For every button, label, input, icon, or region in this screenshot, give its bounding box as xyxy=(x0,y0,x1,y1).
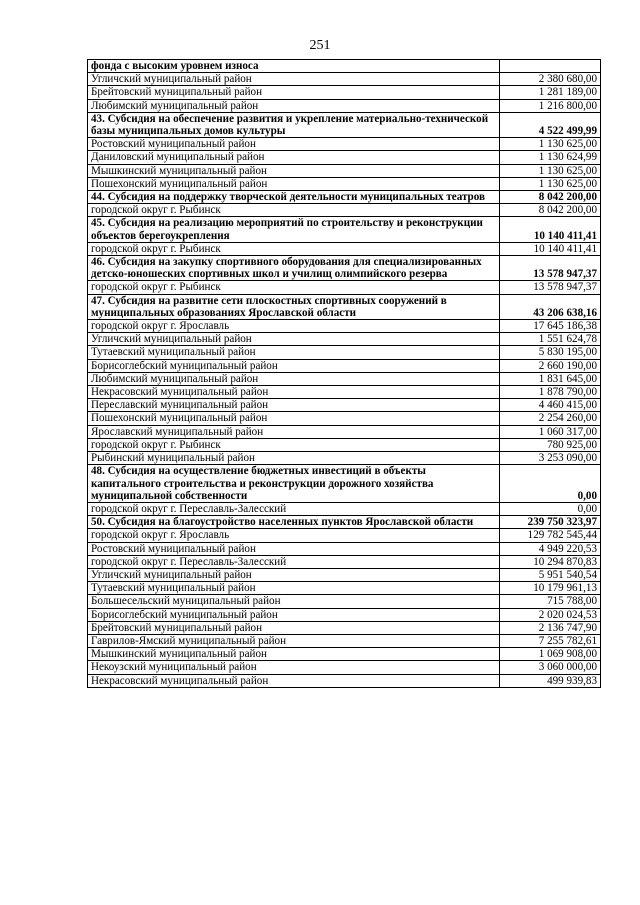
section-total-cell xyxy=(500,60,601,73)
amount-cell: 2 660 190,00 xyxy=(500,359,601,372)
recipient-name-cell: Брейтовский муниципальный район xyxy=(88,621,500,634)
recipient-name-cell: Ростовский муниципальный район xyxy=(88,542,500,555)
amount-cell: 2 254 260,00 xyxy=(500,412,601,425)
table-row xyxy=(88,412,601,425)
recipient-name-cell: Борисоглебский муниципальный район xyxy=(88,608,500,621)
table-row xyxy=(88,634,601,647)
recipient-name-cell: Некрасовский муниципальный район xyxy=(88,674,500,687)
amount-cell: 780 925,00 xyxy=(500,438,601,451)
table-row xyxy=(88,333,601,346)
section-total-cell: 43 206 638,16 xyxy=(500,294,601,319)
section-row xyxy=(88,465,601,503)
recipient-name-cell: Ярославский муниципальный район xyxy=(88,425,500,438)
amount-cell: 4 949 220,53 xyxy=(500,542,601,555)
recipient-name-cell: Пошехонский муниципальный район xyxy=(88,412,500,425)
section-row xyxy=(88,60,601,73)
recipient-name-cell: Некрасовский муниципальный район xyxy=(88,386,500,399)
recipient-name-cell: Переславский муниципальный район xyxy=(88,399,500,412)
amount-cell: 3 253 090,00 xyxy=(500,452,601,465)
section-title-cell: 43. Субсидия на обеспечение развития и укрепление материально-технической базы муниципальных домов культуры xyxy=(88,112,500,137)
table-row xyxy=(88,452,601,465)
table-row xyxy=(88,425,601,438)
table-row xyxy=(88,99,601,112)
recipient-name-cell: Мышкинский муниципальный район xyxy=(88,648,500,661)
amount-cell: 1 130 625,00 xyxy=(500,177,601,190)
recipient-name-cell: Борисоглебский муниципальный район xyxy=(88,359,500,372)
recipient-name-cell: Угличский муниципальный район xyxy=(88,73,500,86)
recipient-name-cell: Даниловский муниципальный район xyxy=(88,151,500,164)
section-total-cell: 4 522 499,99 xyxy=(500,112,601,137)
table-row xyxy=(88,674,601,687)
table-row xyxy=(88,568,601,581)
section-row xyxy=(88,256,601,281)
table-row xyxy=(88,582,601,595)
recipient-name-cell: Гаврилов-Ямский муниципальный район xyxy=(88,634,500,647)
table-row xyxy=(88,242,601,255)
recipient-name-cell: городской округ г. Переславль-Залесский xyxy=(88,555,500,568)
amount-cell: 1 130 625,00 xyxy=(500,138,601,151)
section-title-cell: фонда с высоким уровнем износа xyxy=(88,60,500,73)
table-row xyxy=(88,73,601,86)
section-total-cell: 8 042 200,00 xyxy=(500,191,601,204)
recipient-name-cell: городской округ г. Переславль-Залесский xyxy=(88,502,500,515)
amount-cell: 10 294 870,83 xyxy=(500,555,601,568)
recipient-name-cell: городской округ г. Рыбинск xyxy=(88,242,500,255)
table-row xyxy=(88,621,601,634)
amount-cell: 2 380 680,00 xyxy=(500,73,601,86)
table-row xyxy=(88,661,601,674)
amount-cell: 499 939,83 xyxy=(500,674,601,687)
amount-cell: 7 255 782,61 xyxy=(500,634,601,647)
page-number: 251 xyxy=(309,38,331,53)
table-row xyxy=(88,529,601,542)
section-row xyxy=(88,516,601,529)
table-row xyxy=(88,177,601,190)
amount-cell: 4 460 415,00 xyxy=(500,399,601,412)
recipient-name-cell: Брейтовский муниципальный район xyxy=(88,86,500,99)
section-title-cell: 48. Субсидия на осуществление бюджетных инвестиций в объекты капитального строительства и реконструкции дорожного хозяйства муниципальной собственности xyxy=(88,465,500,503)
table-row xyxy=(88,555,601,568)
recipient-name-cell: городской округ г. Ярославль xyxy=(88,529,500,542)
amount-cell: 1 281 189,00 xyxy=(500,86,601,99)
section-title-cell: 46. Субсидия на закупку спортивного оборудования для специализированных детско-юношеских спортивных школ и училищ олимпийского резерва xyxy=(88,256,500,281)
section-row xyxy=(88,217,601,242)
amount-cell: 13 578 947,37 xyxy=(500,281,601,294)
amount-cell: 10 140 411,41 xyxy=(500,242,601,255)
section-total-cell: 239 750 323,97 xyxy=(500,516,601,529)
amount-cell: 1 069 908,00 xyxy=(500,648,601,661)
table-row xyxy=(88,608,601,621)
amount-cell: 715 788,00 xyxy=(500,595,601,608)
recipient-name-cell: Некоузский муниципальный район xyxy=(88,661,500,674)
table-row xyxy=(88,595,601,608)
recipient-name-cell: Тутаевский муниципальный район xyxy=(88,346,500,359)
amount-cell: 5 830 195,00 xyxy=(500,346,601,359)
amount-cell: 3 060 000,00 xyxy=(500,661,601,674)
recipient-name-cell: Пошехонский муниципальный район xyxy=(88,177,500,190)
recipient-name-cell: Угличский муниципальный район xyxy=(88,568,500,581)
table-row xyxy=(88,86,601,99)
table-row xyxy=(88,281,601,294)
amount-cell: 5 951 540,54 xyxy=(500,568,601,581)
table-row xyxy=(88,542,601,555)
recipient-name-cell: Любимский муниципальный район xyxy=(88,99,500,112)
section-title-cell: 45. Субсидия на реализацию мероприятий по строительству и реконструкции объектов берегоукрепления xyxy=(88,217,500,242)
recipient-name-cell: городской округ г. Рыбинск xyxy=(88,204,500,217)
section-row xyxy=(88,294,601,319)
section-row xyxy=(88,112,601,137)
recipient-name-cell: Большесельский муниципальный район xyxy=(88,595,500,608)
amount-cell: 2 020 024,53 xyxy=(500,608,601,621)
table-row xyxy=(88,164,601,177)
subsidy-allocation-table xyxy=(87,59,601,688)
table-row xyxy=(88,204,601,217)
amount-cell: 8 042 200,00 xyxy=(500,204,601,217)
amount-cell: 10 179 961,13 xyxy=(500,582,601,595)
table-row xyxy=(88,151,601,164)
recipient-name-cell: городской округ г. Рыбинск xyxy=(88,281,500,294)
section-title-cell: 44. Субсидия на поддержку творческой деятельности муниципальных театров xyxy=(88,191,500,204)
amount-cell: 1 551 624,78 xyxy=(500,333,601,346)
recipient-name-cell: Рыбинский муниципальный район xyxy=(88,452,500,465)
amount-cell: 0,00 xyxy=(500,502,601,515)
section-title-cell: 47. Субсидия на развитие сети плоскостных спортивных сооружений в муниципальных образованиях Ярославской области xyxy=(88,294,500,319)
table-row xyxy=(88,359,601,372)
recipient-name-cell: Мышкинский муниципальный район xyxy=(88,164,500,177)
amount-cell: 1 831 645,00 xyxy=(500,372,601,385)
recipient-name-cell: городской округ г. Ярославль xyxy=(88,320,500,333)
amount-cell: 1 130 625,00 xyxy=(500,164,601,177)
table-row xyxy=(88,138,601,151)
recipient-name-cell: Угличский муниципальный район xyxy=(88,333,500,346)
amount-cell: 2 136 747,90 xyxy=(500,621,601,634)
amount-cell: 129 782 545,44 xyxy=(500,529,601,542)
table-row xyxy=(88,386,601,399)
section-total-cell: 0,00 xyxy=(500,465,601,503)
table-row xyxy=(88,372,601,385)
table-row xyxy=(88,346,601,359)
recipient-name-cell: Тутаевский муниципальный район xyxy=(88,582,500,595)
section-total-cell: 13 578 947,37 xyxy=(500,256,601,281)
table-row xyxy=(88,502,601,515)
amount-cell: 17 645 186,38 xyxy=(500,320,601,333)
table-row xyxy=(88,648,601,661)
table-row xyxy=(88,399,601,412)
amount-cell: 1 060 317,00 xyxy=(500,425,601,438)
amount-cell: 1 216 800,00 xyxy=(500,99,601,112)
section-total-cell: 10 140 411,41 xyxy=(500,217,601,242)
recipient-name-cell: Ростовский муниципальный район xyxy=(88,138,500,151)
amount-cell: 1 130 624,99 xyxy=(500,151,601,164)
table-body xyxy=(88,60,601,688)
table-row xyxy=(88,438,601,451)
section-title-cell: 50. Субсидия на благоустройство населенных пунктов Ярославской области xyxy=(88,516,500,529)
amount-cell: 1 878 790,00 xyxy=(500,386,601,399)
recipient-name-cell: Любимский муниципальный район xyxy=(88,372,500,385)
section-row xyxy=(88,191,601,204)
recipient-name-cell: городской округ г. Рыбинск xyxy=(88,438,500,451)
table-row xyxy=(88,320,601,333)
